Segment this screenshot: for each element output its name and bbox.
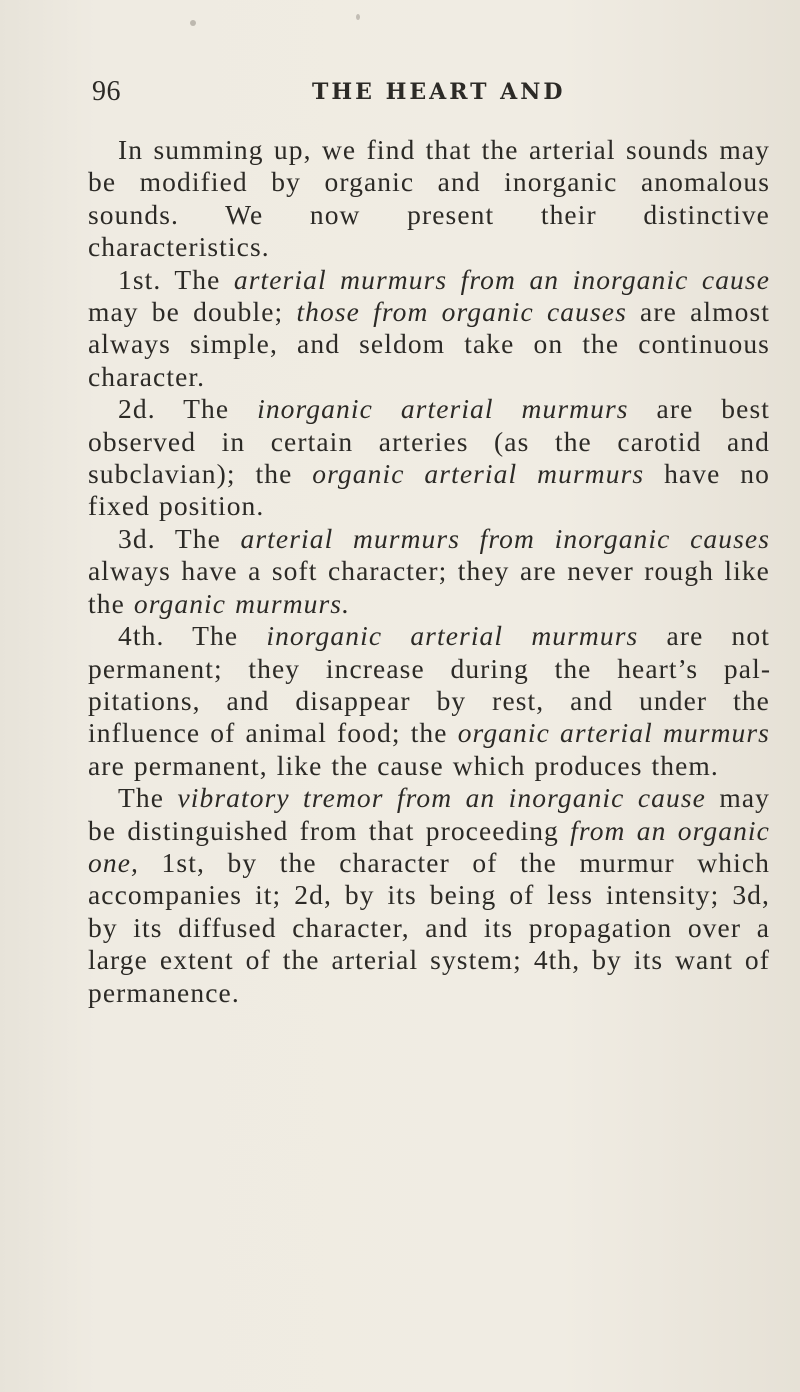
page-number: 96 <box>92 76 121 107</box>
italic-text: organic arterial murmurs <box>312 458 645 490</box>
paragraph <box>88 782 770 1009</box>
text-run: 1st. The <box>118 263 234 295</box>
ink-speck <box>190 20 196 26</box>
italic-text: arterial murmurs from an inorganic cause <box>233 263 770 295</box>
text-run: 4th. The <box>118 620 267 652</box>
text-run: The <box>118 782 178 814</box>
text-run: may be distinguished from that proceeding <box>88 782 771 846</box>
italic-text: from an organic one, <box>88 814 770 878</box>
text-run: are almost always simple, and seldom take on the continuous character. <box>88 296 770 392</box>
text-run: 3d. The <box>118 522 241 554</box>
running-head <box>92 74 712 110</box>
italic-text: arterial murmurs from inorganic causes <box>240 522 770 554</box>
ink-speck <box>356 14 360 20</box>
text-run: In summing up, we find that the arterial sounds may be modified by organic and inorganic anomalous sounds. We now present their distinctive characteristics. <box>88 134 770 263</box>
italic-text: organic arterial murmurs <box>457 717 770 749</box>
paragraph <box>88 264 770 394</box>
text-run: always have a soft character; they are never rough like the <box>88 555 770 619</box>
text-run: 2d. The <box>118 393 258 425</box>
paragraph <box>88 393 770 523</box>
running-title: THE HEART AND <box>312 79 566 105</box>
text-run: are best observed in certain arteries (as the carotid and subclavian); the <box>88 393 770 490</box>
text-run: 1st, by the character of the murmur which accompanies it; 2d, by its being of less intensity; 3d, by its diffused character, and its propagation over a large extent of the arterial system; 4th, by its want of permanence. <box>88 846 770 1008</box>
text-run: have no fixed position. <box>88 458 770 522</box>
italic-text: those from organic causes <box>296 296 627 328</box>
paragraph <box>88 134 770 264</box>
text-run: may be double; <box>88 296 297 328</box>
italic-text: vibratory tremor from an inorganic cause <box>177 782 706 814</box>
paragraph <box>88 620 770 782</box>
body-text <box>88 134 770 1009</box>
italic-text: organic murmurs. <box>133 587 351 619</box>
italic-text: inorganic arterial murmurs <box>266 620 639 652</box>
italic-text: inorganic arterial murmurs <box>257 393 629 425</box>
text-run: are permanent, like the cause which produces them. <box>88 749 719 781</box>
paragraph <box>88 523 770 620</box>
text-run: are not permanent; they increase during the heart’s palpitations, and disappear by rest, and under the influence of animal food; the <box>88 620 770 749</box>
